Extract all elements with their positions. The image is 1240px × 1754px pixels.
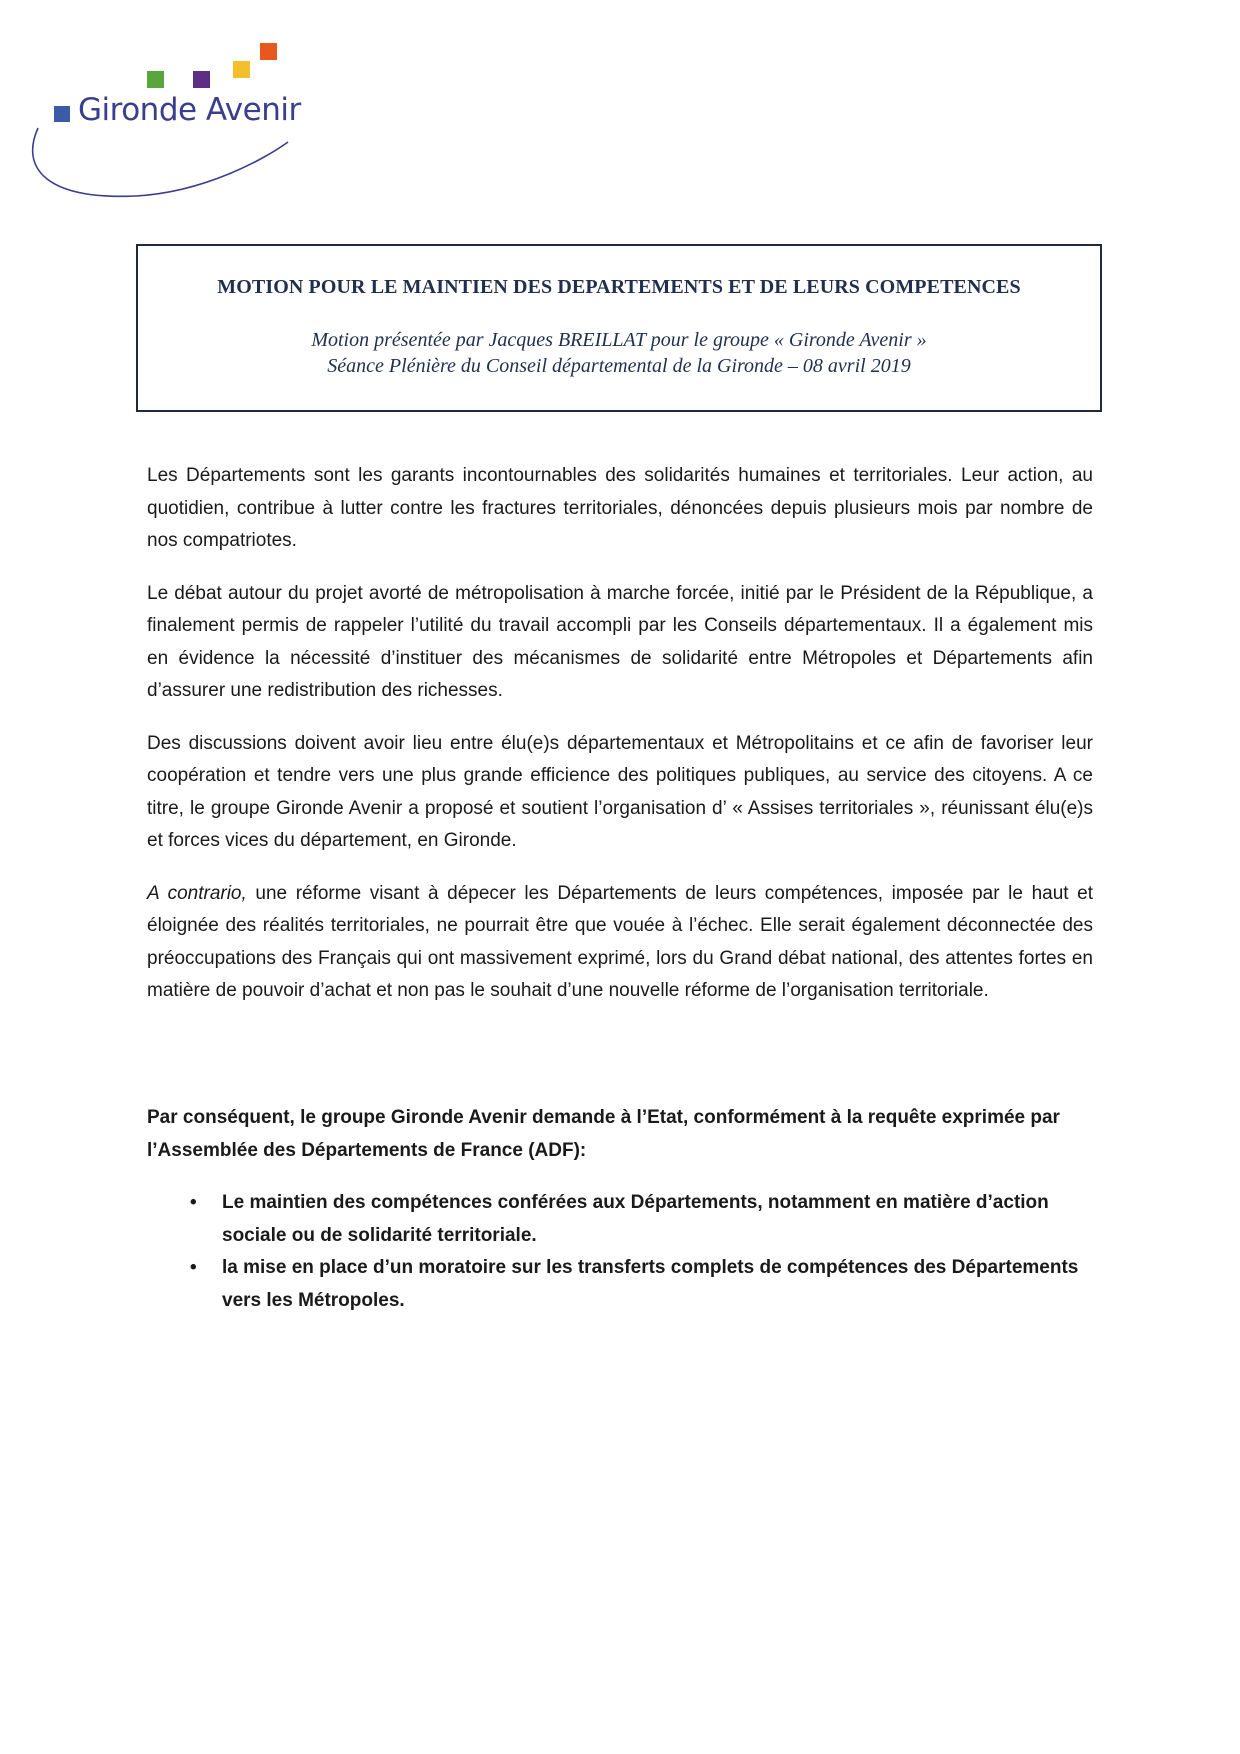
paragraph-2: Le débat autour du projet avorté de métropolisation à marche forcée, initié par le Président de la République, a finalement permis de rappeler l’utilité du travail accompli par les Conseils départementaux. Il a également mis en évidence la nécessité d’instituer des mécanismes de solidarité entre Métropoles et Départements afin d’assurer une redistribution des richesses. [147, 582, 1093, 701]
logo-square-yellow [233, 61, 250, 78]
list-item-text: Le maintien des compétences conférées aux Départements, notamment en matière d’action sociale ou de solidarité territoriale. [222, 1192, 1049, 1246]
document-subtitle-presenter: Motion présentée par Jacques BREILLAT pour le groupe « Gironde Avenir » [311, 329, 927, 351]
paragraph-4-text: une réforme visant à dépecer les Départements de leurs compétences, imposée par le haut et éloignée des réalités territoriales, ne pourrait être que vouée à l’échec. Elle serait également déconnectée des préoccupations des Français qui ont massivement exprimé, lors du Grand débat national, des attentes fortes en matière de pouvoir d’achat et non pas le souhait d’une nouvelle réforme de l’organisation territoriale. [147, 882, 1093, 1001]
list-item [147, 1252, 1093, 1317]
list-item [147, 1187, 1093, 1252]
body-text [147, 460, 1093, 1028]
paragraph-3: Des discussions doivent avoir lieu entre élu(e)s départementaux et Métropolitains et ce afin de favoriser leur coopération et tendre vers une plus grande efficience des politiques publiques, au service des citoyens. A ce titre, le groupe Gironde Avenir a proposé et soutient l’organisation d’ « Assises territoriales », réunissant élu(e)s et forces vices du département, en Gironde. [147, 732, 1093, 851]
logo-square-purple [193, 71, 210, 88]
list-item-text: la mise en place d’un moratoire sur les transferts complets de compétences des Départements vers les Métropoles. [222, 1257, 1079, 1311]
title-box [136, 244, 1102, 412]
paragraph-1: Les Départements sont les garants incontournables des solidarités humaines et territoriales. Leur action, au quotidien, contribue à lutter contre les fractures territoriales, dénoncées depuis plusieurs mois par nombre de nos compatriotes. [147, 465, 1093, 551]
logo-text: Gironde Avenir [78, 92, 301, 128]
logo-square-blue [54, 106, 70, 122]
paragraph-4 [147, 878, 1093, 1008]
document-subtitle-session: Séance Plénière du Conseil départemental de la Gironde – 08 avril 2019 [327, 355, 911, 377]
logo-square-green [147, 71, 164, 88]
demands-list [147, 1187, 1093, 1317]
bullet: • [190, 1257, 197, 1278]
conclusion [147, 1102, 1093, 1317]
document-title: MOTION POUR LE MAINTIEN DES DEPARTEMENTS ET DE LEURS COMPETENCES [217, 276, 1021, 298]
bullet: • [190, 1192, 197, 1213]
gironde-avenir-logo [26, 38, 316, 208]
paragraph-4-emphasis: A contrario, [147, 882, 247, 904]
logo-square-orange [260, 43, 277, 60]
logo-swoosh [33, 128, 288, 196]
conclusion-intro: Par conséquent, le groupe Gironde Avenir demande à l’Etat, conformément à la requête exprimée par l’Assemblée des Départements de France (ADF): [147, 1107, 1060, 1161]
